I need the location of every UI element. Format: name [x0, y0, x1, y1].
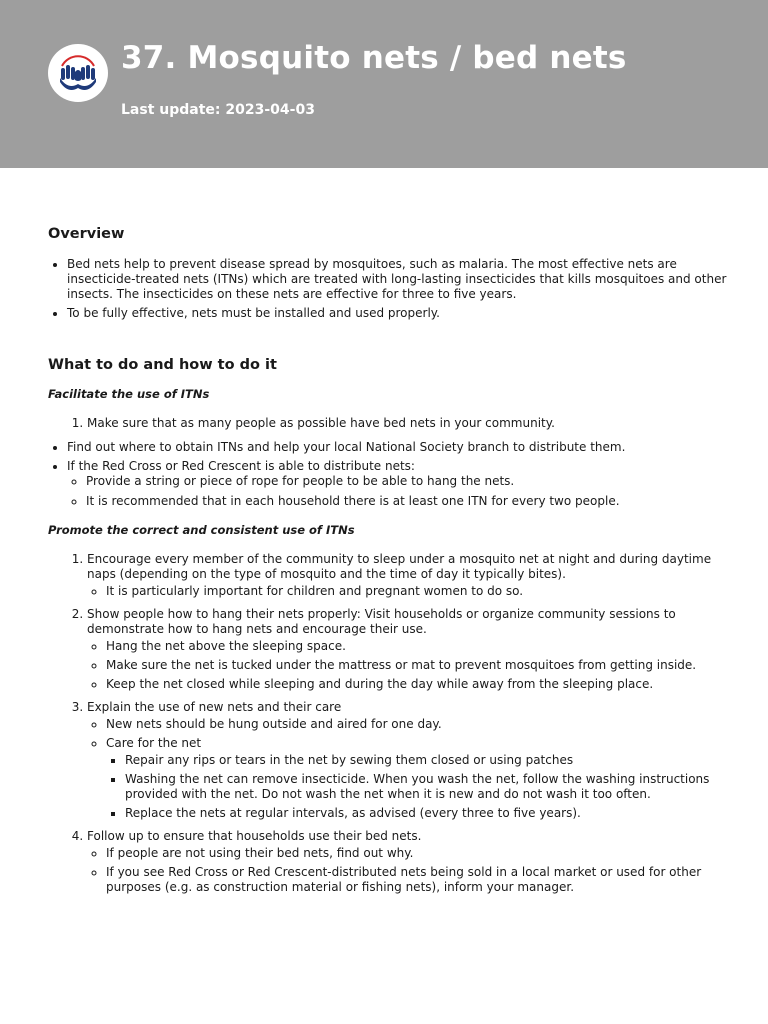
- list-item: ◦ Hang the net above the sleeping space.: [106, 639, 728, 654]
- step-text: Encourage every member of the community to sleep under a mosquito net at night and during daytime naps (depending on the type of mosquito and the time of day it typically bites).: [87, 552, 712, 581]
- step-sub-list: [87, 639, 728, 692]
- last-update: Last update: 2023-04-03: [121, 102, 315, 118]
- list-item: ▪ Repair any rips or tears in the net by sewing them closed or using patches: [125, 753, 728, 768]
- step-text: Explain the use of new nets and their care: [87, 700, 342, 714]
- list-item: 1. Make sure that as many people as possible have bed nets in your community.: [87, 416, 728, 431]
- list-item: • Bed nets help to prevent disease spread by mosquitoes, such as malaria. The most effective nets are insecticide-treated nets (ITNs) which are treated with long-lasting insecticides that kills mosquitoes and other insects. The insecticides on these nets are effective for three to five years.: [67, 257, 728, 302]
- list-item: [87, 552, 728, 599]
- step-text: Follow up to ensure that households use their bed nets.: [87, 829, 422, 843]
- list-item: ▪ Washing the net can remove insecticide. When you wash the net, follow the washing instructions provided with the net. Do not wash the net when it is new and do not wash it too often.: [125, 772, 728, 802]
- list-item: ◦ Make sure the net is tucked under the mattress or mat to prevent mosquitoes from getting inside.: [106, 658, 728, 673]
- list-item: [67, 440, 728, 455]
- logo-badge: [48, 44, 108, 102]
- list-item: ▪ Replace the nets at regular intervals, as advised (every three to five years).: [125, 806, 728, 821]
- page-title: 37. Mosquito nets / bed nets: [121, 40, 627, 76]
- list-item: [87, 607, 728, 692]
- bullet-text: Find out where to obtain ITNs and help your local National Society branch to distribute them.: [67, 440, 626, 454]
- distribution-sub-list: [67, 474, 728, 509]
- main-content: [48, 224, 728, 903]
- overview-list: [48, 257, 728, 321]
- list-item: ◦ New nets should be hung outside and aired for one day.: [106, 717, 728, 732]
- facilitate-subheading: Facilitate the use of ITNs: [48, 387, 210, 401]
- list-item: ◦ If you see Red Cross or Red Crescent-distributed nets being sold in a local market or used for other purposes (e.g. as construction material or fishing nets), inform your manager.: [106, 865, 728, 895]
- list-item: [87, 829, 728, 895]
- step-text: Show people how to hang their nets properly: Visit households or organize community sessions to demonstrate how to hang nets and encourage their use.: [87, 607, 676, 636]
- list-item: ◦ Provide a string or piece of rope for people to be able to hang the nets.: [86, 474, 728, 489]
- list-item: ◦ It is recommended that in each household there is at least one ITN for every two people.: [86, 494, 728, 509]
- list-item: ◦ Keep the net closed while sleeping and during the day while away from the sleeping place.: [106, 677, 728, 692]
- list-item: • To be fully effective, nets must be installed and used properly.: [67, 306, 728, 321]
- care-list: [106, 753, 728, 821]
- overview-heading: Overview: [48, 226, 125, 242]
- list-item: [87, 700, 728, 821]
- step-sub-list: [87, 717, 728, 821]
- list-item: ◦ If people are not using their bed nets, find out why.: [106, 846, 728, 861]
- step-sub-list: [87, 584, 728, 599]
- page-header: [0, 0, 768, 168]
- promote-subheading: Promote the correct and consistent use of ITNs: [48, 523, 355, 537]
- facilitate-bullets: [48, 440, 728, 509]
- hands-community-icon: [48, 44, 108, 102]
- list-item: [67, 459, 728, 509]
- care-label: Care for the net: [106, 736, 202, 750]
- what-to-do-heading: What to do and how to do it: [48, 357, 277, 373]
- list-item: ◦ It is particularly important for children and pregnant women to do so.: [106, 584, 728, 599]
- promote-steps: [48, 552, 728, 895]
- list-item: [106, 736, 728, 821]
- facilitate-steps: [48, 416, 728, 431]
- step-sub-list: [87, 846, 728, 895]
- bullet-text: If the Red Cross or Red Crescent is able to distribute nets:: [67, 459, 415, 473]
